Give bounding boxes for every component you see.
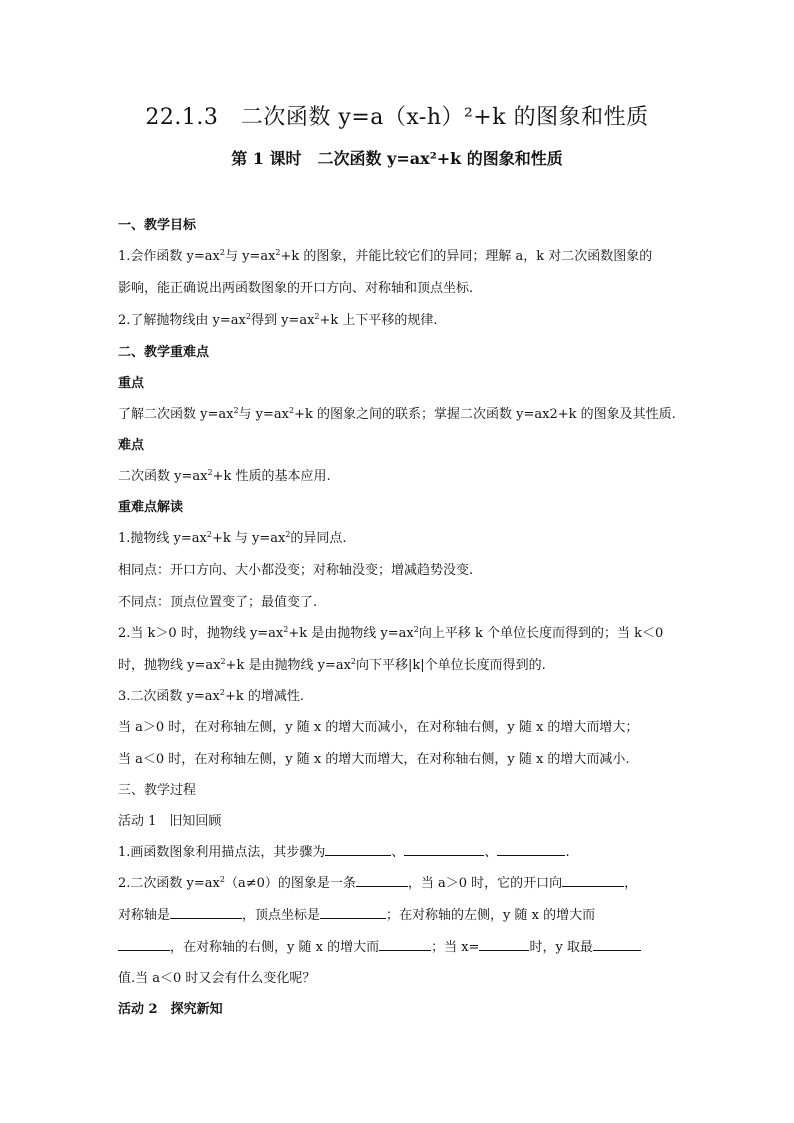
lesson-subtitle: 第 1 课时 二次函数 y=ax²+k 的图象和性质 xyxy=(231,149,563,168)
similarities: 相同点：开口方向、大小都没变；对称轴没变；增减趋势没变. xyxy=(118,563,474,578)
monotonicity-a-positive: 当 a＞0 时，在对称轴左侧，y 随 x 的增大而减小，在对称轴右侧，y 随 x 的增大而增大； xyxy=(118,720,639,735)
interp-point-2-line-2: 时，抛物线 $y=ax^2+k$ 是由抛物线 $y=ax^2$向下平移|k|个单位长度而得到的. xyxy=(118,657,546,673)
activity-2-heading: 活动 2 探究新知 xyxy=(118,1002,223,1017)
key-heading: 重点 xyxy=(118,376,145,391)
answer-blank[interactable] xyxy=(404,843,484,856)
interp-point-2-line-1: 2.当 k＞0 时，抛物线 $y=ax^2+k$ 是由抛物线 $y=ax^2$向上平移 k 个单位长度而得到的；当 k＜0 xyxy=(118,625,664,641)
answer-blank[interactable] xyxy=(562,874,624,887)
differences: 不同点：顶点位置变了；最值变了. xyxy=(118,595,318,610)
answer-blank[interactable] xyxy=(170,906,242,919)
question-2-line-2: 对称轴是 ，顶点坐标是 ；在对称轴的左侧，y 随 x 的增大而 xyxy=(118,908,596,923)
section-heading-key-points: 二、教学重难点 xyxy=(118,345,210,360)
goal-1-line-2: 影响，能正确说出两函数图象的开口方向、对称轴和顶点坐标. xyxy=(118,281,474,296)
interp-point-1: 1.抛物线 $y=ax^2+k$ 与 $y=ax^2$的异同点. xyxy=(118,530,347,546)
answer-blank[interactable] xyxy=(497,843,565,856)
key-text: 了解二次函数 $y=ax^2$与 $y=ax^2+k$ 的图象之间的联系；掌握二次函数 y=ax2+k 的图象及其性质. xyxy=(118,406,676,422)
answer-blank[interactable] xyxy=(379,938,431,951)
section-heading-goals: 一、教学目标 xyxy=(118,218,197,233)
section-heading-process: 三、教学过程 xyxy=(118,783,197,798)
answer-blank[interactable] xyxy=(593,938,641,951)
answer-blank[interactable] xyxy=(356,874,408,887)
goal-2: 2.了解抛物线由 $y=ax^2$得到 $y=ax^2+k$ 上下平移的规律. xyxy=(118,312,438,328)
answer-blank[interactable] xyxy=(320,906,386,919)
answer-blank[interactable] xyxy=(325,843,391,856)
activity-1-heading: 活动 1 旧知回顾 xyxy=(118,814,222,829)
question-1: 1.画函数图象利用描点法，其步骤为 、 、 . xyxy=(118,845,570,860)
answer-blank[interactable] xyxy=(118,938,170,951)
answer-blank[interactable] xyxy=(479,938,529,951)
goal-1-line-1: 1.会作函数 $y=ax^2$与 $y=ax^2+k$ 的图象，并能比较它们的异同；理解 a，k 对二次函数图象的 xyxy=(118,248,653,264)
document-title: 22.1.3 二次函数 y=a（x-h）²+k 的图象和性质 xyxy=(145,105,649,130)
monotonicity-a-negative: 当 a＜0 时，在对称轴左侧，y 随 x 的增大而增大，在对称轴右侧，y 随 x 的增大而减小. xyxy=(118,752,630,767)
interpretation-heading: 重难点解读 xyxy=(118,500,184,515)
difficulty-text: 二次函数 $y=ax^2+k$ 性质的基本应用. xyxy=(118,468,331,484)
difficulty-heading: 难点 xyxy=(118,438,145,453)
question-2-line-3: ，在对称轴的右侧，y 随 x 的增大而 ；当 x= 时，y 取最 xyxy=(118,938,688,958)
question-2-line-4: 值.当 a＜0 时又会有什么变化呢？ xyxy=(118,971,316,986)
question-2-line-1: 2.二次函数 $y=ax^2(a\ne 0)$的图象是一条 ，当 a＞0 时，它的开口向 ， xyxy=(118,875,638,891)
interp-point-3: 3.二次函数 $y=ax^2+k$ 的增减性. xyxy=(118,688,304,704)
